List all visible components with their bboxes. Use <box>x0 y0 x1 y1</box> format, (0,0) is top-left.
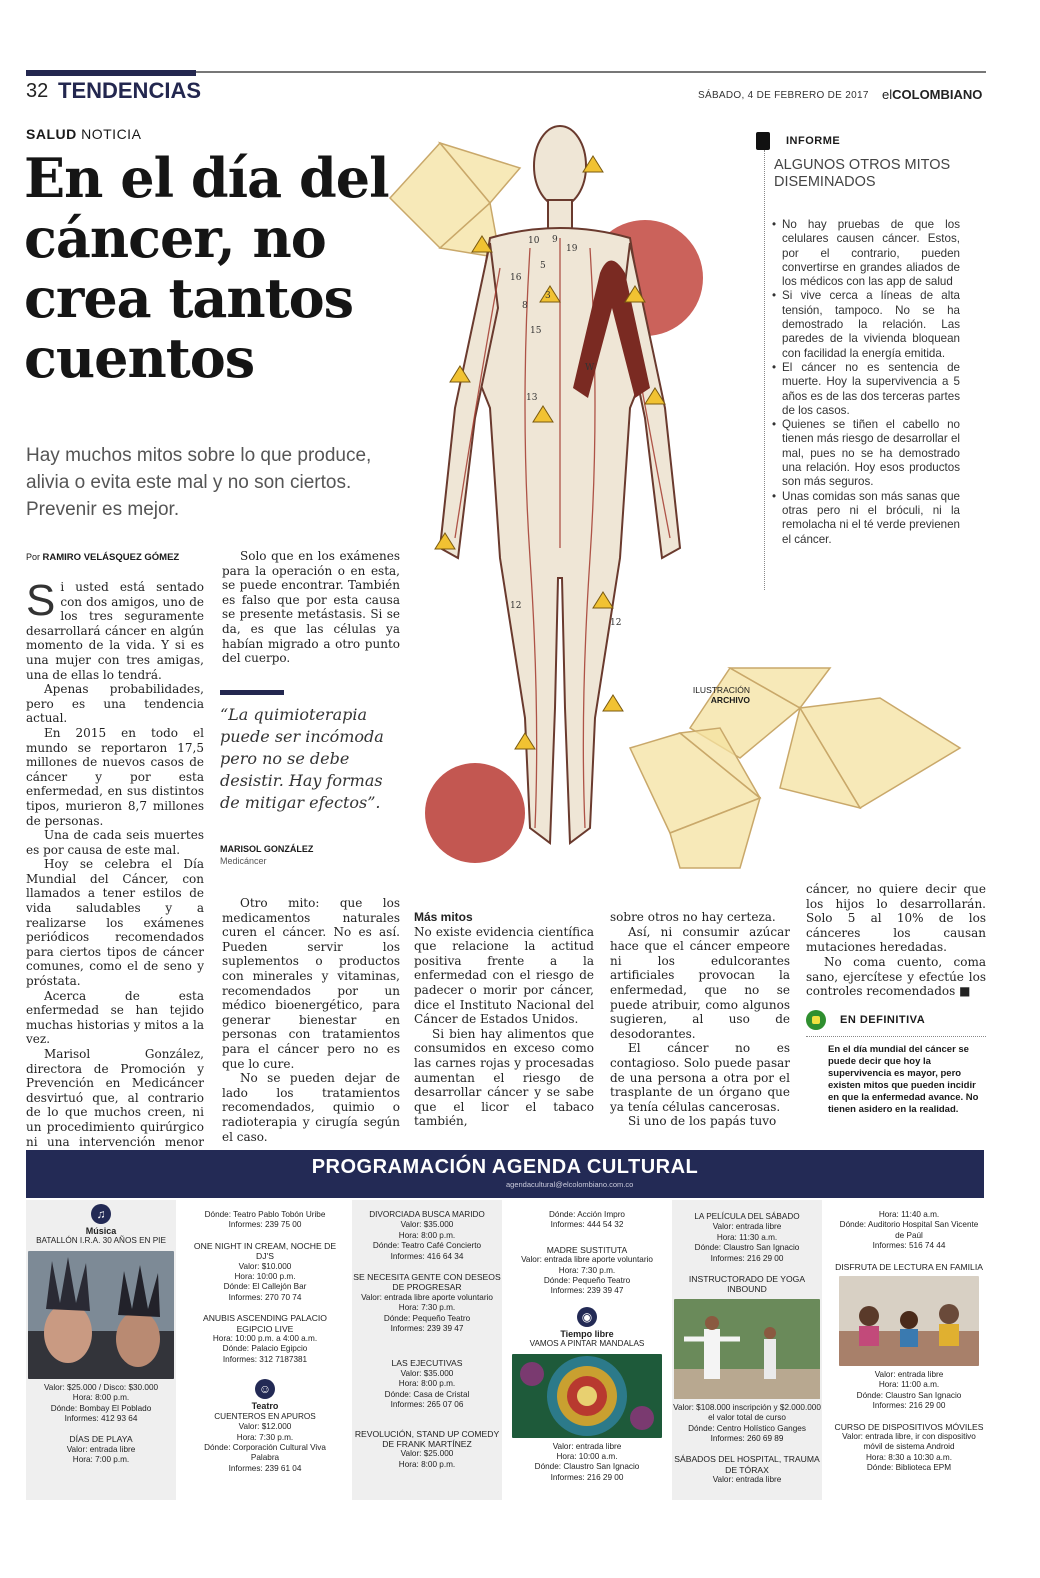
divider <box>764 150 765 590</box>
agenda-category: Tiempo libre <box>560 1328 614 1339</box>
divider <box>806 1036 986 1037</box>
paragraph: Si bien hay alimentos que consumidos en exceso como las carnes rojas y procesadas aumentan el riesgo de desarrollar cáncer y se sabe que el licor el tabaco también, <box>414 1026 594 1129</box>
list-item: • No hay pruebas de que los celulares causen cáncer. Estos, por el contrario, pueden convertirse en grandes aliados de los médicos con las app de salud <box>772 218 960 289</box>
agenda-column-2: Dónde: Teatro Pablo Tobón Uribe Informes: 239 75 00 ONE NIGHT IN CREAM, NOCHE DE DJ'S Valor: $10.000 Hora: 10:00 p.m. Dónde: El Callejón Bar Informes: 270 70 74 ANUBIS ASCENDING PALACIO EGIPCIO LIVE Hora: 10:00 p.m. a 4:00 a.m. Dónde: Palacio Egipcio Informes: 312 7187381 ☺ Teatro CUENTEROS EN APUROS Valor: $12.000 Hora: 7:30 p.m. Dónde: Corporación Cultural Viva Palabra Informes: 239 61 04 <box>190 1210 340 1474</box>
anatomy-label: 12 <box>510 601 522 611</box>
paragraph: cáncer, no quiere decir que los hijos lo desarrollarán. Solo 5 al 10% de los cánceres los causan mutaciones heredadas. <box>806 882 986 955</box>
red-circle-feet <box>425 763 525 863</box>
paragraph: No coma cuento, coma sano, ejercítese y efectúe los controles recomendados ■ <box>806 954 986 999</box>
page-number: 32 <box>26 80 49 102</box>
list-item: • Quienes se tiñen el cabello no tienen más riesgo de desarrollar el mal, pues no se ha demostrado una relación. Hoy esos productos son más seguros. <box>772 418 960 489</box>
anatomy-label: 19 <box>566 244 578 254</box>
event-photo-reading <box>839 1276 979 1366</box>
eye-icon: ◉ <box>577 1307 597 1327</box>
agenda-event-title: DIVORCIADA BUSCA MARIDO <box>369 1210 485 1219</box>
anatomy-label: 9 <box>552 235 558 245</box>
anatomy-label: 15 <box>530 326 542 336</box>
illustration-credit: ILUSTRACIÓN ARCHIVO <box>692 685 750 705</box>
newspaper-logo: elCOLOMBIANO <box>882 87 983 102</box>
agenda-event-title: LA PELÍCULA DEL SÁBADO <box>694 1212 800 1221</box>
event-photo-yoga <box>674 1299 820 1399</box>
informe-label: INFORME <box>786 135 841 147</box>
informe-subtitle: ALGUNOS OTROS MITOS DISEMINADOS <box>774 157 951 190</box>
anatomy-label: 10 <box>528 236 540 246</box>
paragraph: Otro mito: que los medicamentos naturales curen el cáncer. No es así. Pueden servir los suplementos o productos con minerales y vitaminas, recomendados por un médico bioenergético, para generar bienestar en personas con tratamientos para el cáncer pero no es que lo cure. <box>222 896 400 1071</box>
anatomy-label: 13 <box>526 393 538 403</box>
agenda-event-title: MADRE SUSTITUTA <box>546 1244 628 1255</box>
article-deck: Hay muchos mitos sobre lo que produce, alivia o evita este mal y no son ciertos. Prevenir es mejor. <box>26 445 372 520</box>
article-column-3 <box>414 910 594 1129</box>
anatomy-label: 3 <box>545 291 551 301</box>
agenda-title: PROGRAMACIÓN AGENDA CULTURAL <box>311 1156 699 1178</box>
article-column-1 <box>26 576 204 1178</box>
paragraph: sobre otros no hay certeza. <box>610 910 776 924</box>
article-column-5 <box>806 882 986 999</box>
agenda-column-6: Hora: 11:40 a.m. Dónde: Auditorio Hospital San Vicente de Paúl Informes: 516 74 44 DISFRUTA DE LECTURA EN FAMILIA Valor: entrada libre Hora: 11:00 a.m. Dónde: Claustro San Ignacio Informes: 216 29 00 CURSO DE DISPOSITIVOS MÓVILES Valor: entrada libre, ir con dispositivo móvil de sistema Android Hora: 8:30 a 10:30 a.m. Dónde: Biblioteca EPM <box>834 1210 984 1473</box>
article-column-2-top <box>222 549 400 666</box>
list-item: • Si vive cerca a líneas de alta tensión, tampoco. No se ha demostrado la relación. Las paredes de la vivienda bloquean con facilidad la energía emitida. <box>772 289 960 360</box>
event-photo-punk <box>28 1251 174 1379</box>
agenda-category: Teatro <box>251 1401 279 1412</box>
agenda-event-title: INSTRUCTORADO DE YOGA INBOUND <box>688 1274 806 1295</box>
agenda-column-3: DIVORCIADA BUSCA MARIDO Valor: $35.000 Hora: 8:00 p.m. Dónde: Teatro Café Concierto Informes: 416 64 34 SE NECESITA GENTE CON DESEOS DE PROGRESAR Valor: entrada libre aporte voluntario Hora: 7:30 p.m. Dónde: Pequeño Teatro Informes: 239 39 47 LAS EJECUTIVAS Valor: $35.000 Hora: 8:00 p.m. Dónde: Casa de Cristal Informes: 265 07 06 REVOLUCIÓN, STAND UP COMEDY DE FRANK MARTÍNEZ Valor: $25.000 Hora: 8:00 p.m. <box>352 1200 502 1500</box>
paragraph: Apenas probabilidades, pero es una tendencia actual. <box>26 682 204 726</box>
drop-cap: S <box>26 576 56 625</box>
article-headline: En el día del cáncer, no crea tantos cuentos <box>24 146 389 390</box>
section-name: TENDENCIAS <box>58 78 202 103</box>
article-column-2-bottom <box>222 896 400 1144</box>
byline: Por RAMIRO VELÁSQUEZ GÓMEZ <box>26 552 180 563</box>
agenda-event-title: CUENTEROS EN APUROS <box>214 1411 316 1421</box>
issue-date: SÁBADO, 4 DE FEBRERO DE 2017 <box>698 90 869 101</box>
paragraph: Así, ni consumir azúcar hace que el cáncer empeore ni los edulcorantes artificiales provocan la enfermedad, que no se puede atribuir, como algunos sugieren, al uso de desodorantes. <box>610 924 790 1041</box>
paragraph: Una de cada seis muertes es por causa de este mal. <box>26 828 204 857</box>
agenda-event-title: SE NECESITA GENTE CON DESEOS DE PROGRESAR <box>353 1272 501 1293</box>
agenda-column-4: Dónde: Acción Impro Informes: 444 54 32 MADRE SUSTITUTA Valor: entrada libre aporte voluntario Hora: 7:30 p.m. Dónde: Pequeño Teatro Informes: 239 39 47 ◉ Tiempo libre VAMOS A PINTAR MANDALAS Valor: entrada libre Hora: 10:00 a.m. Dónde: Claustro San Ignacio Informes: 216 29 00 <box>512 1210 662 1483</box>
anatomy-label: 16 <box>510 273 522 283</box>
agenda-event-title: ANUBIS ASCENDING PALACIO EGIPCIO LIVE <box>202 1313 327 1334</box>
quote-rule <box>220 690 284 695</box>
quote-author: MARISOL GONZÁLEZ <box>220 844 314 854</box>
article-column-4 <box>610 910 790 1129</box>
paragraph: En 2015 en todo el mundo se reportaron 17,5 millones de nuevos casos de cáncer y por esta enfermedad, en sus distintos tipos, murieron 8,7 millones de personas. <box>26 725 204 828</box>
paragraph: El cáncer no es contagioso. Solo puede pasar de una persona a otra por el trasplante de un órgano que ya tenía células cancerosas. <box>610 1041 790 1114</box>
informe-list <box>772 218 960 547</box>
agenda-event-title: REVOLUCIÓN, STAND UP COMEDY DE FRANK MARTÍNEZ <box>354 1428 500 1449</box>
agenda-column-1: ♫ Música BATALLÓN I.R.A. 30 AÑOS EN PIE Valor: $25.000 / Disco: $30.000 Hora: 8:00 p.m. Dónde: Bombay El Poblado Informes: 412 93 64 DÍAS DE PLAYA Valor: entrada libre Hora: 7:00 p.m. <box>26 1200 176 1500</box>
list-item: • El cáncer no es sentencia de muerte. Hoy la supervivencia a 5 años es de las dos terceras partes de los casos. <box>772 361 960 418</box>
en-definitiva-icon <box>806 1010 826 1030</box>
en-definitiva-text: En el día mundial del cáncer se puede decir que hoy la supervivencia es mayor, pero existen mitos que pueden incidir en que la enfermedad avance. No tienen asidero en la realidad. <box>828 1044 979 1115</box>
list-item: • Unas comidas son más sanas que otras pero ni el bróculi, ni la remolacha ni el té verde previenen el cáncer. <box>772 490 960 547</box>
anatomy-label: 8 <box>522 301 528 311</box>
agenda-event-title: LAS EJECUTIVAS <box>391 1358 463 1369</box>
agenda-event-title: DISFRUTA DE LECTURA EN FAMILIA <box>835 1261 983 1272</box>
paragraph: Si uno de los papás tuvo <box>628 1114 777 1129</box>
quote-author-role: Medicáncer <box>220 856 267 866</box>
anatomy-label: 12 <box>610 618 622 628</box>
theater-masks-icon: ☺ <box>255 1379 275 1399</box>
agenda-event-title: SÁBADOS DEL HOSPITAL, TRAUMA DE TÓRAX <box>674 1454 820 1475</box>
paragraph: Solo que en los exámenes para la operación o en esta, se puede encontrar. También es falso que por esta causa se presente metástasis. Si se da, es que las células ya habían migrado a otro punto del cuerpo. <box>222 549 400 666</box>
agenda-email: agendacultural@elcolombiano.com.co <box>506 1180 634 1189</box>
music-icon: ♫ <box>91 1204 111 1224</box>
agenda-column-5: LA PELÍCULA DEL SÁBADO Valor: entrada libre Hora: 11:30 a.m. Dónde: Claustro San Ignacio Informes: 216 29 00 INSTRUCTORADO DE YOGA INBOUND Valor: $108.000 inscripción y $2.000.000 el valor total de curso Dónde: Centro Holístico Ganges Informes: 260 69 89 SÁBADOS DEL HOSPITAL, TRAUMA DE TÓRAX Valor: entrada libre <box>672 1200 822 1500</box>
mandala-image <box>512 1354 662 1438</box>
agenda-category: Música <box>85 1226 117 1236</box>
paragraph: i usted está sentado con dos amigos, uno de los tres seguramente desarrollará cáncer en algún momento de la vida. Y si es una mujer con tres amigas, una de ellas lo tendrá. <box>26 580 204 682</box>
article-kicker: SALUD NOTICIA <box>26 126 142 142</box>
paragraph: No existe evidencia científica que relacione la actitud positiva frente a la enfermedad con el riesgo de padecer o morir por cáncer, dice el Instituto Nacional del Cáncer de Estados Unidos. <box>414 924 594 1027</box>
agenda-event-title: BATALLÓN I.R.A. 30 AÑOS EN PIE <box>36 1236 166 1246</box>
paragraph: Hoy se celebra el Día Mundial del Cáncer, con llamados a tener estilos de vida saludables y a realizarse los exámenes periódicos recomendados para ciertos tipos de cáncer comunes, como el de seno y próstata. <box>26 857 204 989</box>
en-definitiva-title: EN DEFINITIVA <box>840 1014 926 1026</box>
anatomy-label: W <box>585 363 595 373</box>
section-color-bar <box>26 70 196 76</box>
anatomy-label: 5 <box>540 261 546 271</box>
paragraph: No se pueden dejar de lado los tratamientos recomendados, quimio o radioterapia y cirugía según el caso. <box>222 1071 400 1144</box>
agenda-event-title: VAMOS A PINTAR MANDALAS <box>529 1339 645 1349</box>
agenda-event-title: DÍAS DE PLAYA <box>69 1434 133 1445</box>
paragraph: Acerca de esta enfermedad se han tejido muchas historias y mitos a la vez. <box>26 988 204 1047</box>
subhead: Más mitos <box>414 910 473 924</box>
pull-quote: “La quimioterapia puede ser incómoda pero no se debe desistir. Hay formas de mitigar efectos”. <box>220 705 384 812</box>
document-icon <box>756 132 770 150</box>
agenda-event-title: ONE NIGHT IN CREAM, NOCHE DE DJ'S <box>193 1240 337 1262</box>
agenda-event-title: CURSO DE DISPOSITIVOS MÓVILES <box>834 1421 984 1432</box>
paragraph: Marisol González, directora de Promoción y Prevención en Medicáncer desvirtuó que, al contrario de lo que muchos creen, ni un procedimiento quirúrgico ni una intervención menor <box>26 1047 204 1149</box>
